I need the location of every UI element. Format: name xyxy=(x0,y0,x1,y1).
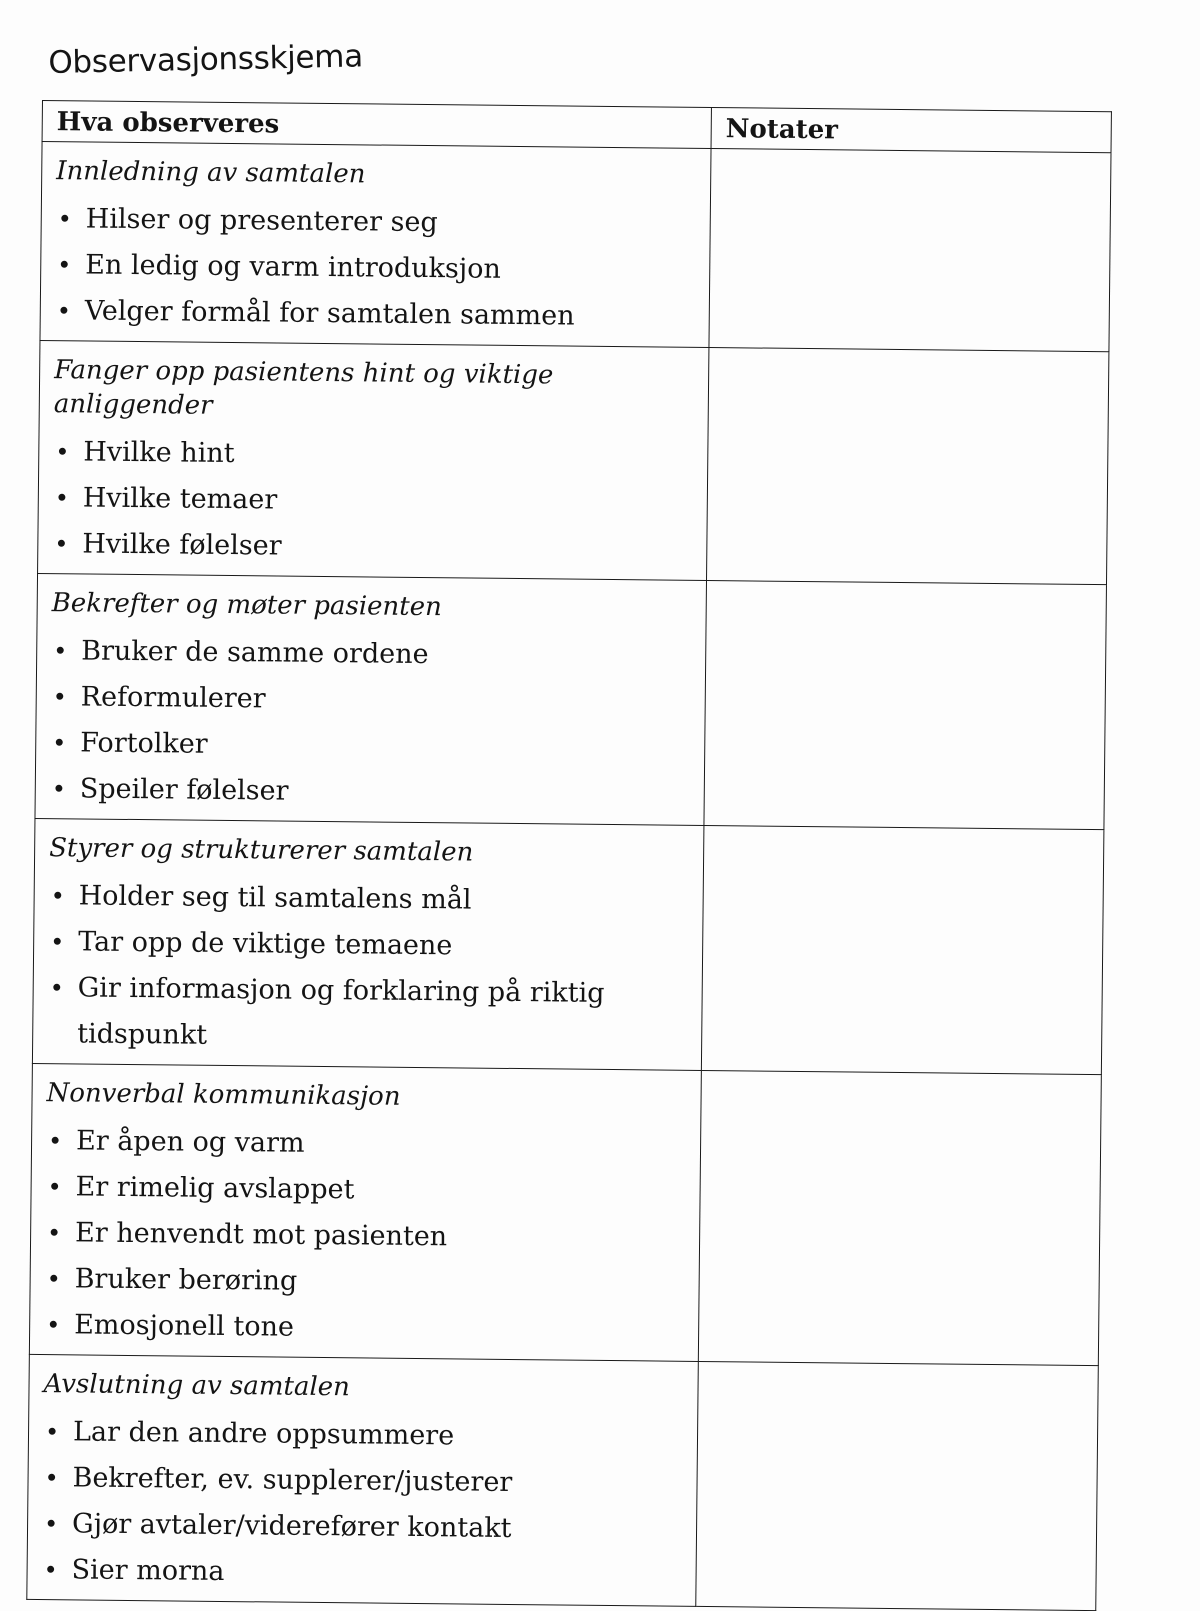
list-item: • Fortolker xyxy=(50,720,690,773)
notes-cell[interactable] xyxy=(707,347,1109,584)
observation-list xyxy=(55,196,696,341)
list-item: • Velger formål for samtalen sammen xyxy=(55,288,695,341)
observe-cell xyxy=(40,142,711,348)
list-item: • Er rimelig avslappet xyxy=(45,1164,685,1217)
section-heading: Nonverbal kommunikasjon xyxy=(46,1078,401,1112)
list-item: • Hvilke hint xyxy=(53,429,693,482)
list-item: • Hvilke temaer xyxy=(53,475,693,528)
header-observe: Hva observeres xyxy=(42,101,711,149)
table-row xyxy=(35,573,1107,829)
list-item: • Er henvendt mot pasienten xyxy=(45,1210,685,1263)
notes-cell[interactable] xyxy=(701,825,1104,1074)
table-body xyxy=(27,142,1111,1611)
list-item: • Holder seg til samtalens mål xyxy=(48,873,688,926)
list-item: • Tar opp de viktige temaene xyxy=(48,919,688,972)
observe-cell xyxy=(32,818,704,1070)
table-row xyxy=(29,1063,1101,1365)
list-item: • Hvilke følelser xyxy=(52,521,692,574)
notes-cell[interactable] xyxy=(696,1361,1099,1610)
list-item: • Er åpen og varm xyxy=(46,1118,686,1171)
list-item: • Hilser og presenterer seg xyxy=(56,196,696,249)
list-item: • En ledig og varm introduksjon xyxy=(55,242,695,295)
section-heading: Styrer og strukturerer samtalen xyxy=(49,833,474,868)
notes-cell[interactable] xyxy=(709,149,1111,352)
section-heading: Fanger opp pasientens hint og viktige anliggender xyxy=(53,355,554,421)
list-item: • Emosjonell tone xyxy=(44,1302,684,1355)
observation-form xyxy=(26,100,1112,1611)
list-item: • Gjør avtaler/viderefører kontakt xyxy=(42,1501,682,1554)
observation-list xyxy=(44,1118,686,1355)
list-item: • Lar den andre oppsummere xyxy=(43,1409,683,1462)
list-item: • Reformulerer xyxy=(51,674,691,727)
table-row xyxy=(32,818,1104,1074)
observation-list xyxy=(41,1409,683,1600)
observation-list xyxy=(47,873,689,1064)
section-heading: Avslutning av samtalen xyxy=(43,1369,351,1403)
table-row xyxy=(27,1354,1099,1610)
page-title: Observasjonsskjema xyxy=(48,38,364,81)
list-item: • Bruker berøring xyxy=(44,1256,684,1309)
observation-list xyxy=(50,628,692,819)
list-item: • Bruker de samme ordene xyxy=(51,628,691,681)
table-row xyxy=(38,340,1109,584)
list-item: • Sier morna xyxy=(41,1547,681,1600)
section-heading: Bekrefter og møter pasienten xyxy=(51,588,443,623)
observation-table xyxy=(26,100,1112,1611)
observe-cell xyxy=(38,340,709,580)
observe-cell xyxy=(27,1354,699,1606)
notes-cell[interactable] xyxy=(704,580,1107,829)
observe-cell xyxy=(35,573,707,825)
observation-list xyxy=(52,429,693,574)
observe-cell xyxy=(29,1063,701,1361)
section-heading: Innledning av samtalen xyxy=(56,156,366,190)
list-item: • Speiler følelser xyxy=(50,766,690,819)
notes-cell[interactable] xyxy=(698,1070,1101,1365)
list-item: • Bekrefter, ev. supplerer/justerer xyxy=(42,1455,682,1508)
list-item: • Gir informasjon og forklaring på riktig tidspunkt xyxy=(47,965,688,1064)
header-notes: Notater xyxy=(711,108,1111,153)
table-row xyxy=(40,142,1111,352)
